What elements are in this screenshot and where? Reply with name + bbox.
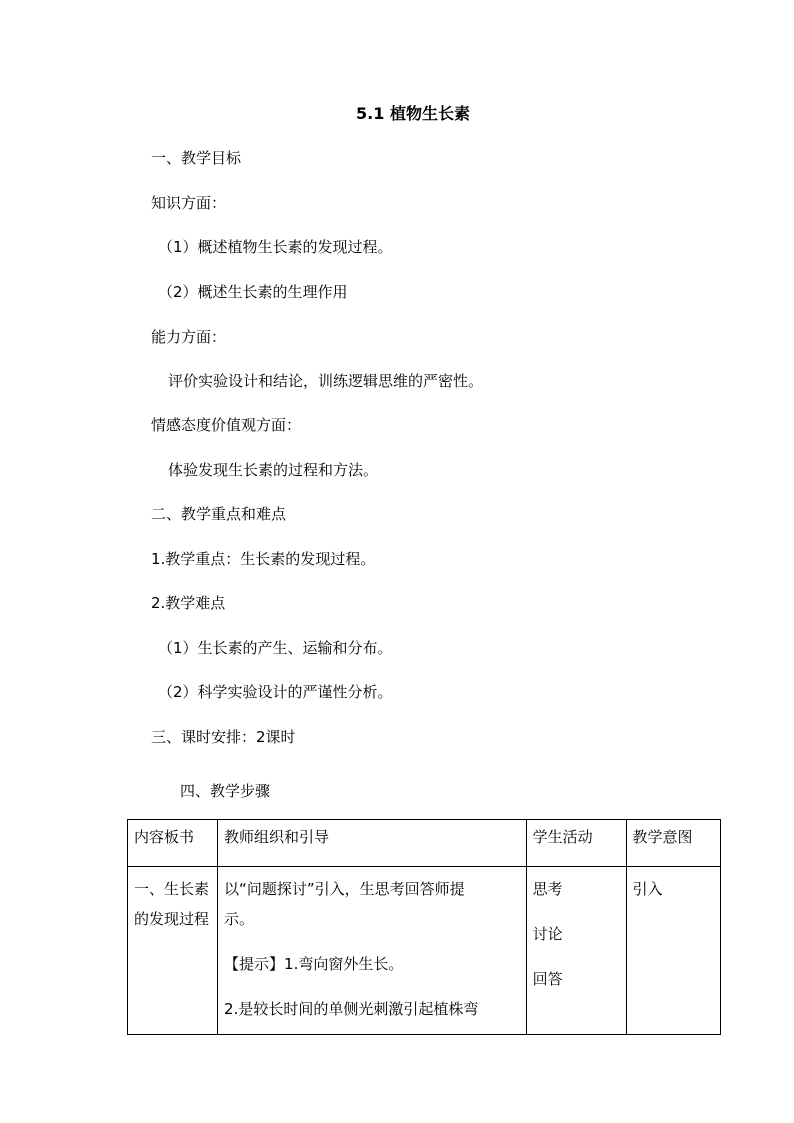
cell-student-line: 回答 [532,970,563,988]
schedule-line: 三、课时安排：2课时 [151,728,296,746]
emotion-heading: 情感态度价值观方面： [151,416,302,434]
cell-student-line: 讨论 [532,925,563,943]
cell-teacher-line: 【提示】1.弯向窗外生长。 [224,955,404,973]
goals-heading: 一、教学目标 [151,149,242,167]
ability-heading: 能力方面： [151,328,227,346]
cell-student-line: 思考 [532,880,563,898]
ability-item-1: 评价实验设计和结论，训练逻辑思维的严密性。 [168,372,484,390]
cell-teacher-line: 示。 [224,910,255,928]
header-student: 学生活动 [526,820,626,867]
cell-teacher [218,867,527,1035]
cell-teacher-line: 以“问题探讨”引入，生思考回答师提 [224,880,465,898]
document-title: 5.1 植物生长素 [356,104,470,123]
header-teacher: 教师组织和引导 [218,820,527,867]
difficult-item-2: （2）科学实验设计的严谨性分析。 [158,683,393,701]
table-header-row [128,820,721,867]
header-intent: 教学意图 [626,820,720,867]
teaching-steps-table [127,819,721,1035]
emotion-item-1: 体验发现生长素的过程和方法。 [168,461,379,479]
header-content: 内容板书 [128,820,218,867]
key-difficult-heading: 二、教学重点和难点 [151,505,287,523]
knowledge-heading: 知识方面： [151,194,227,212]
key-point: 1.教学重点：生长素的发现过程。 [151,550,376,568]
cell-intent-line: 引入 [632,880,663,898]
table-row [128,867,721,1035]
difficult-item-1: （1）生长素的产生、运输和分布。 [158,639,393,657]
cell-content [128,867,218,1035]
difficult-heading: 2.教学难点 [151,594,226,612]
cell-intent [626,867,720,1035]
cell-student [526,867,626,1035]
cell-content-line: 一、生长素 [134,880,210,898]
steps-heading: 四、教学步骤 [180,782,271,800]
knowledge-item-2: （2）概述生长素的生理作用 [158,283,348,301]
knowledge-item-1: （1）概述植物生长素的发现过程。 [158,238,393,256]
cell-teacher-line: 2.是较长时间的单侧光刺激引起植株弯 [224,1000,479,1018]
cell-content-line: 的发现过程 [134,910,210,928]
